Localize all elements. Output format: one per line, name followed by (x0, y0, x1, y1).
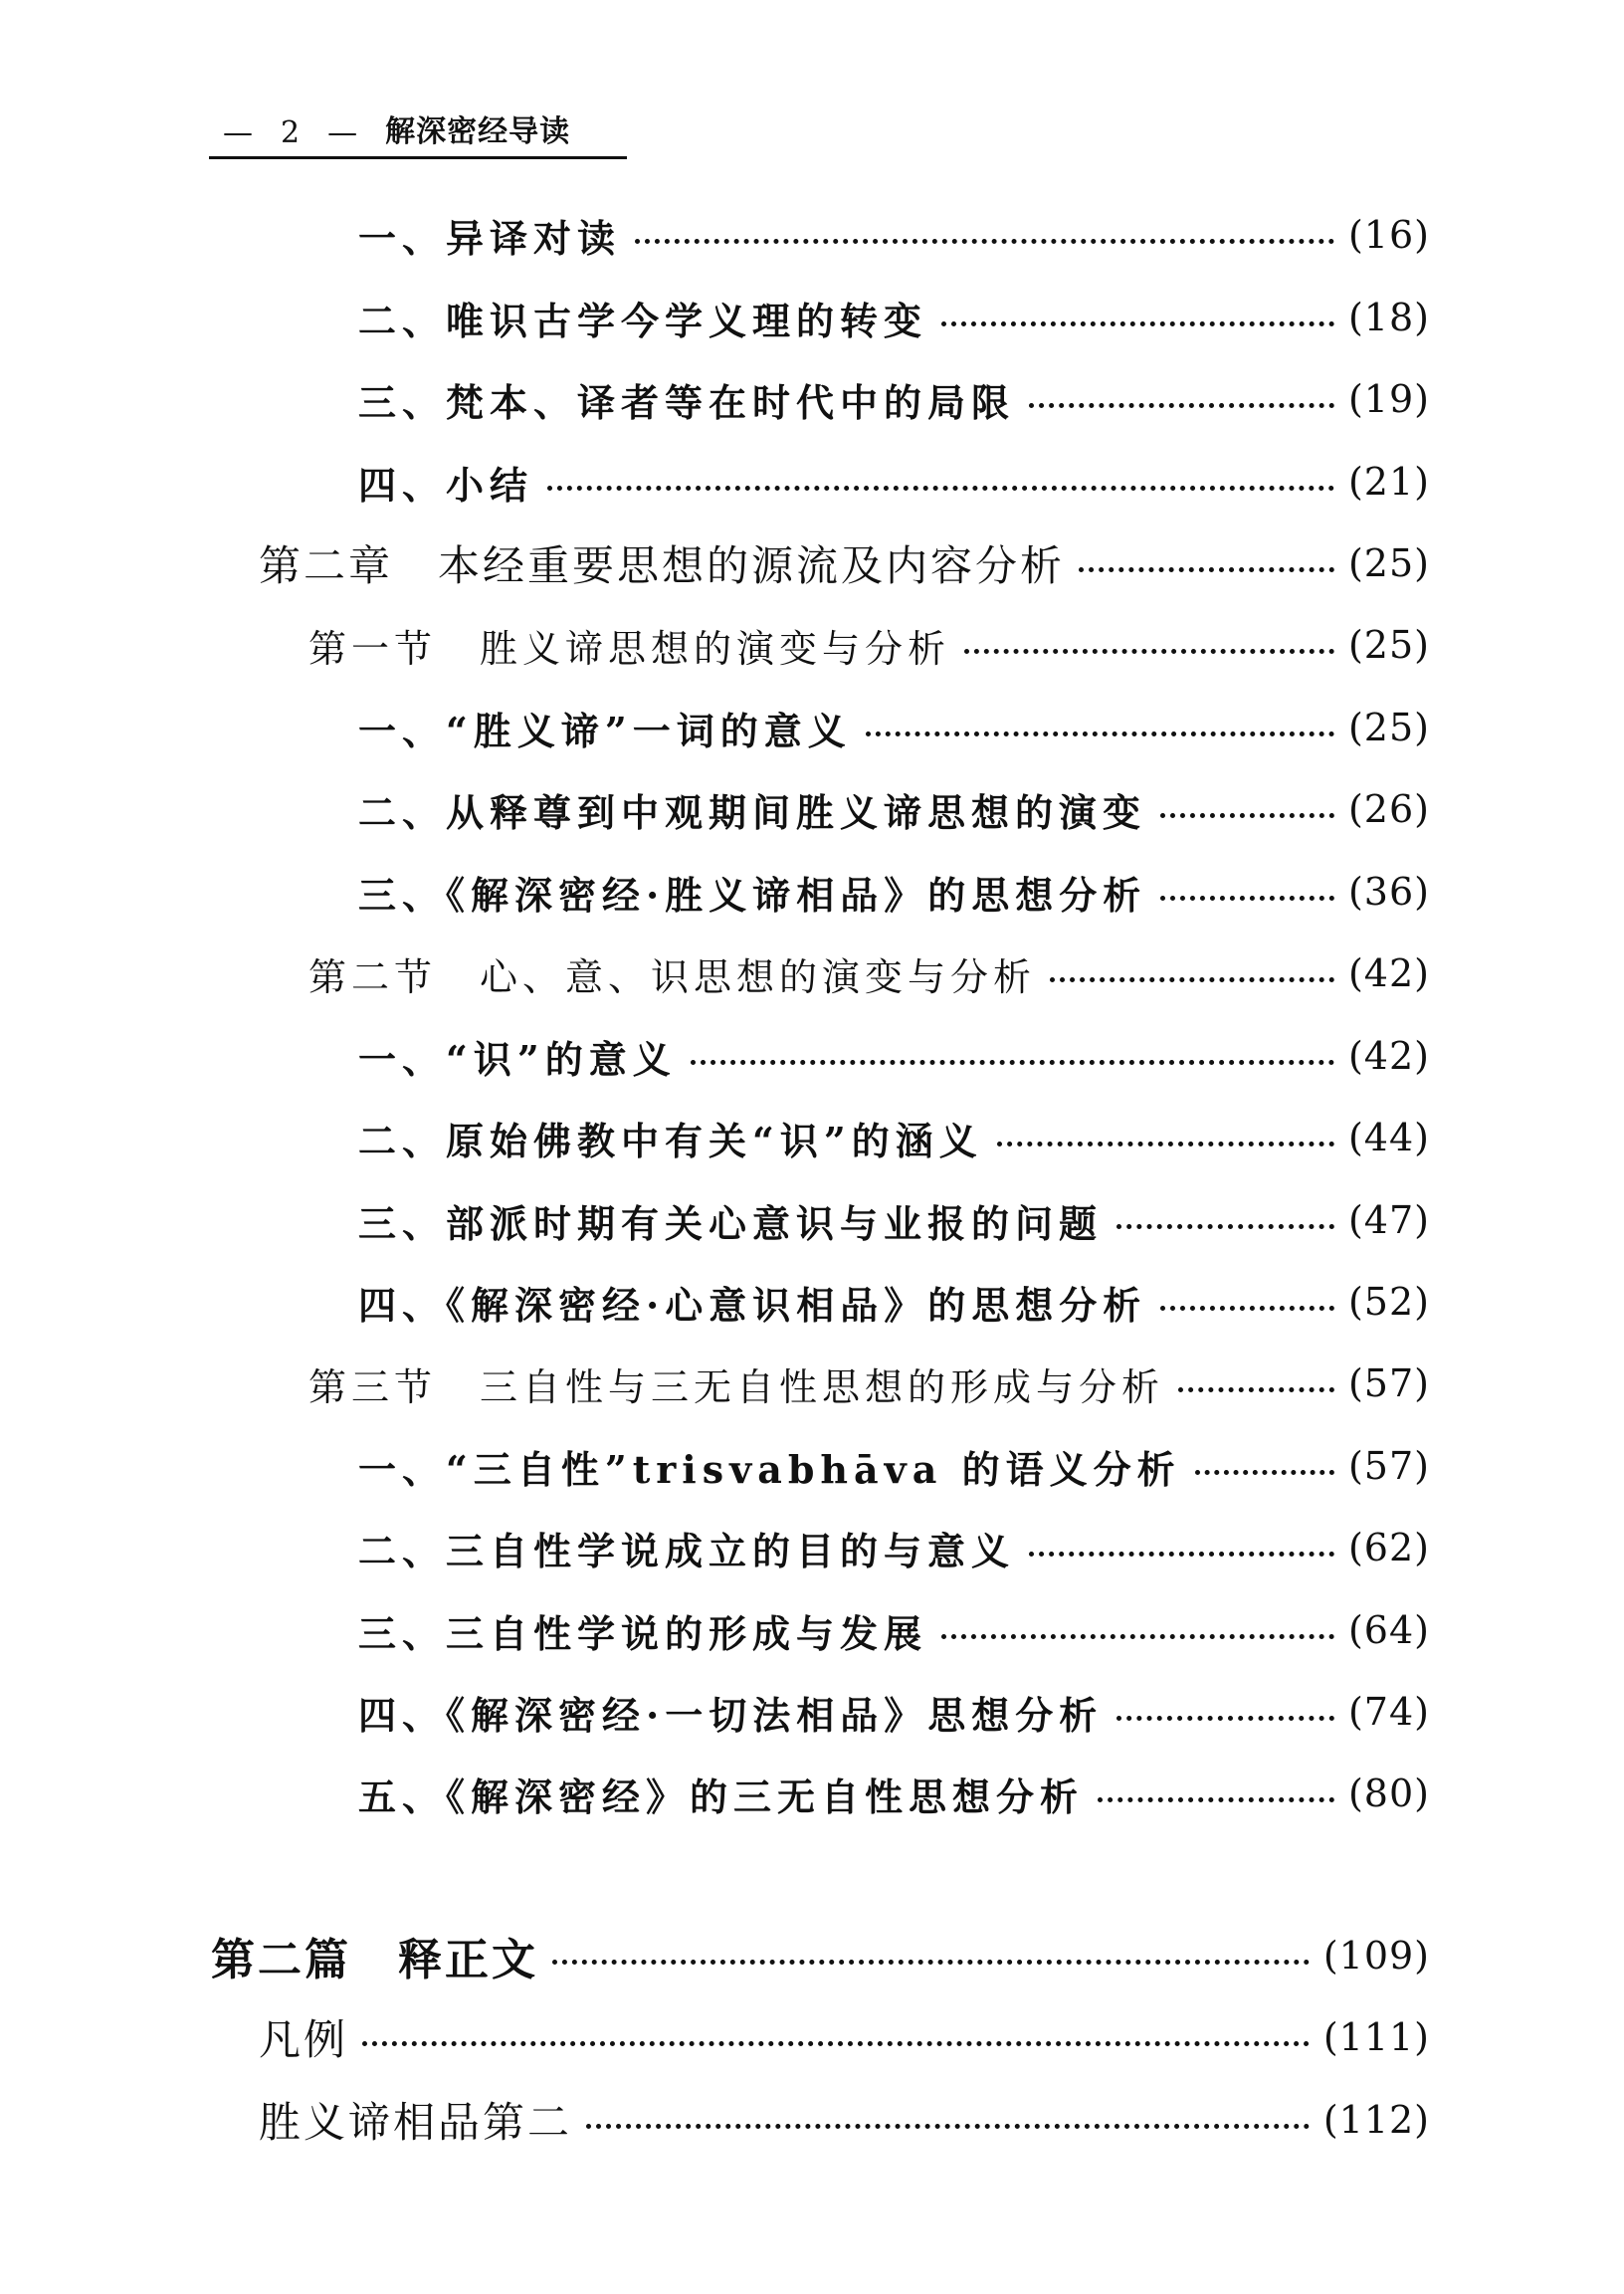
dot-leader (635, 205, 1334, 265)
toc-entry-label: 第一节 胜义谛思想的演变与分析 (308, 626, 951, 671)
toc-entry-label: 第二节 心、意、识思想的演变与分析 (308, 954, 1037, 999)
toc-part-entry[interactable] (211, 1926, 1430, 1985)
toc-entry-page: (57) (1347, 1361, 1430, 1405)
toc-entry[interactable] (358, 205, 1430, 265)
toc-entry-label: 三、梵本、译者等在时代中的局限 (358, 379, 1016, 425)
dot-leader (1050, 943, 1334, 1003)
toc-entry[interactable] (358, 1108, 1430, 1167)
dot-leader (866, 698, 1334, 757)
toc-entry-page: (16) (1347, 213, 1430, 257)
header-dash-left: — (223, 115, 253, 150)
header-dash-right: — (327, 115, 358, 150)
toc-entry-page: (18) (1347, 296, 1430, 339)
dot-leader (964, 615, 1334, 675)
toc-entry-page: (112) (1322, 2098, 1430, 2142)
toc-entry-label: 四、《解深密经·心意识相品》的思想分析 (358, 1282, 1147, 1328)
toc-entry[interactable] (358, 1272, 1430, 1332)
toc-entry-page: (25) (1347, 541, 1430, 585)
toc-chapter-entry[interactable] (259, 533, 1430, 593)
toc-entry-label: 二、原始佛教中有关“识”的涵义 (358, 1118, 983, 1163)
toc-entry-page: (62) (1347, 1526, 1430, 1569)
toc-entry-page: (42) (1347, 1034, 1430, 1078)
header-book-title: 解深密经导读 (385, 114, 571, 149)
toc-section-entry[interactable] (308, 1354, 1430, 1413)
dot-leader (1116, 1190, 1334, 1250)
toc-entry-label: 三、部派时期有关心意识与业报的问题 (358, 1200, 1104, 1246)
toc-entry[interactable] (259, 2090, 1430, 2150)
dot-leader (1029, 1518, 1334, 1577)
toc-entry[interactable] (358, 1190, 1430, 1250)
toc-entry-label: 五、《解深密经》的三无自性思想分析 (358, 1773, 1085, 1819)
toc-entry-page: (57) (1347, 1444, 1430, 1488)
dot-leader (1160, 862, 1334, 922)
toc-entry[interactable] (259, 2007, 1430, 2067)
toc-entry[interactable] (358, 369, 1430, 429)
toc-entry-label: 二、从释尊到中观期间胜义谛思想的演变 (358, 789, 1147, 835)
toc-entry[interactable] (358, 288, 1430, 347)
toc-entry[interactable] (358, 698, 1430, 757)
toc-entry-page: (109) (1322, 1934, 1430, 1978)
toc-entry-label: 二、三自性学说成立的目的与意义 (358, 1528, 1016, 1573)
dot-leader (586, 2090, 1310, 2150)
dot-leader (1098, 1764, 1334, 1823)
dot-leader (1160, 1272, 1334, 1332)
toc-entry-label: 四、《解深密经·一切法相品》思想分析 (358, 1692, 1104, 1738)
dot-leader (1160, 779, 1334, 839)
toc-entry-page: (64) (1347, 1608, 1430, 1652)
toc-entry-label: 凡例 (259, 2015, 349, 2064)
toc-entry-label: 胜义谛相品第二 (259, 2098, 573, 2147)
dot-leader (691, 1026, 1334, 1086)
dot-leader (1116, 1682, 1334, 1742)
dot-leader (997, 1108, 1334, 1167)
toc-entry-page: (47) (1347, 1198, 1430, 1242)
toc-entry[interactable] (358, 1764, 1430, 1823)
dot-leader (1195, 1436, 1334, 1496)
toc-entry-label: 二、唯识古学今学义理的转变 (358, 298, 928, 343)
dot-leader (1079, 533, 1334, 593)
toc-entry-page: (42) (1347, 951, 1430, 995)
toc-entry-page: (26) (1347, 787, 1430, 831)
toc-entry-label: 一、“三自性”trisvabhāva 的语义分析 (358, 1446, 1181, 1492)
toc-entry-label: 四、小结 (358, 462, 534, 508)
toc-entry[interactable] (358, 1436, 1430, 1496)
dot-leader (547, 452, 1334, 512)
toc-entry-page: (80) (1347, 1772, 1430, 1815)
dot-leader (362, 2007, 1310, 2067)
dot-leader (941, 1600, 1334, 1660)
dot-leader (552, 1926, 1310, 1985)
toc-entry[interactable] (358, 452, 1430, 512)
dot-leader (1029, 369, 1334, 429)
toc-entry-label: 一、异译对读 (358, 215, 622, 261)
toc-section-entry[interactable] (308, 615, 1430, 675)
toc-entry-label: 第二篇 释正文 (211, 1935, 538, 1985)
toc-entry-page: (36) (1347, 870, 1430, 914)
dot-leader (941, 288, 1334, 347)
toc-entry-page: (44) (1347, 1116, 1430, 1159)
toc-entry[interactable] (358, 1518, 1430, 1577)
toc-entry-page: (74) (1347, 1690, 1430, 1734)
toc-entry-label: 一、“识”的意义 (358, 1036, 677, 1082)
toc-section-entry[interactable] (308, 943, 1430, 1003)
toc-entry-page: (21) (1347, 460, 1430, 504)
toc-entry-label: 三、三自性学说的形成与发展 (358, 1610, 928, 1656)
toc-entry-page: (19) (1347, 377, 1430, 421)
toc-entry[interactable] (358, 1682, 1430, 1742)
running-head (209, 109, 627, 159)
toc-entry-page: (111) (1322, 2015, 1430, 2059)
dot-leader (1178, 1354, 1334, 1413)
toc-entry-label: 第二章 本经重要思想的源流及内容分析 (259, 541, 1066, 590)
toc-entry-label: 第三节 三自性与三无自性思想的形成与分析 (308, 1364, 1165, 1409)
toc-entry-label: 三、《解深密经·胜义谛相品》的思想分析 (358, 872, 1147, 918)
toc-entry[interactable] (358, 1600, 1430, 1660)
toc-entry[interactable] (358, 1026, 1430, 1086)
toc-entry-page: (52) (1347, 1280, 1430, 1324)
toc-entry[interactable] (358, 862, 1430, 922)
toc-entry-label: 一、“胜义谛”一词的意义 (358, 708, 852, 753)
header-page-number: 2 (281, 115, 301, 150)
toc-entry-page: (25) (1347, 706, 1430, 749)
toc-entry[interactable] (358, 779, 1430, 839)
toc-entry-page: (25) (1347, 623, 1430, 667)
